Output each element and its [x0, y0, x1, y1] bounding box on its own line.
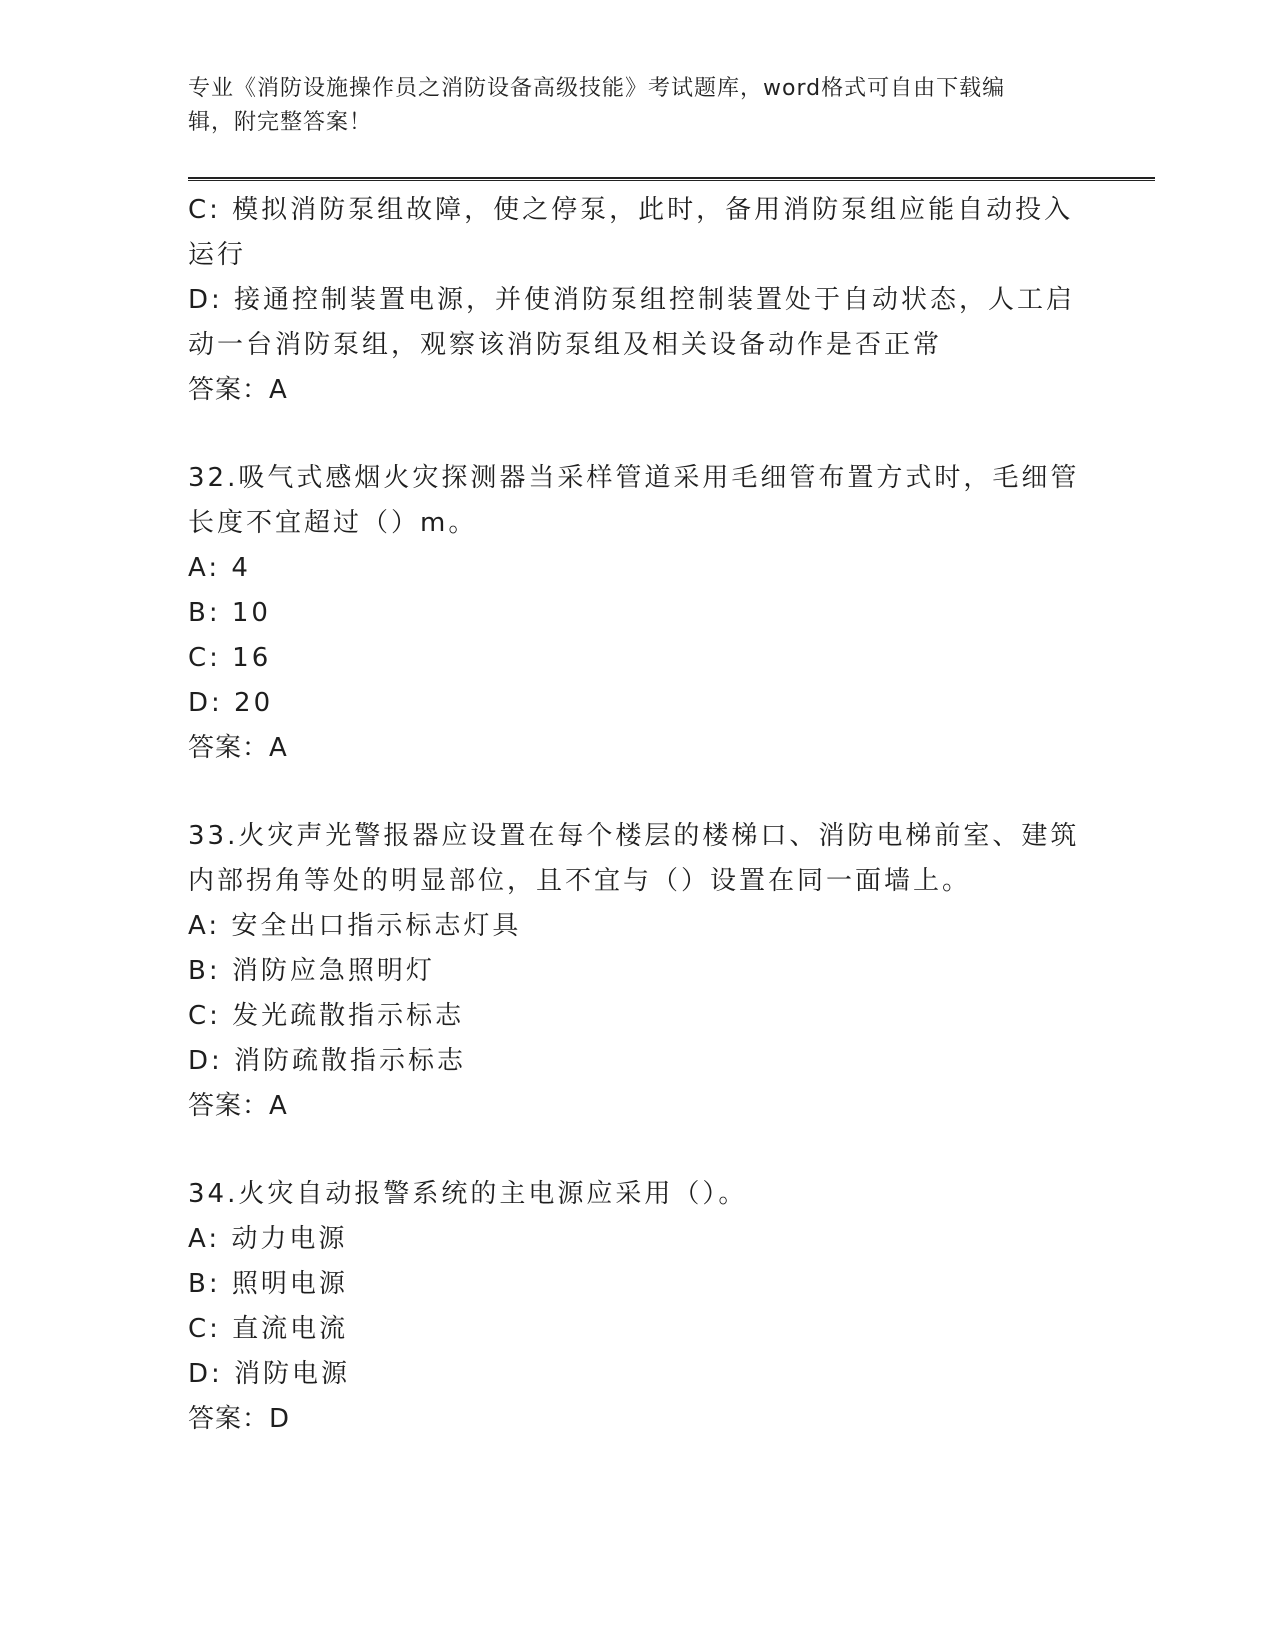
option-c: C: 发光疏散指示标志 — [188, 1001, 465, 1031]
answer-line: 答案：A — [188, 375, 288, 405]
spacer — [188, 1129, 1078, 1172]
option-line: D: 接通控制装置电源，并使消防泵组控制装置处于自动状态，人工启 — [188, 285, 1076, 315]
option-b: B: 10 — [188, 598, 271, 628]
option-b: B: 消防应急照明灯 — [188, 956, 435, 986]
header-line-1: 专业《消防设施操作员之消防设备高级技能》考试题库，word格式可自由下载编 — [188, 76, 1006, 101]
question-stem: 33.火灾声光警报器应设置在每个楼层的楼梯口、消防电梯前室、建筑 — [188, 821, 1080, 851]
spacer — [188, 771, 1078, 814]
question-34 — [188, 1172, 1078, 1442]
option-c: C: 直流电流 — [188, 1314, 349, 1344]
option-a: A: 动力电源 — [188, 1224, 348, 1254]
answer-line: 答案：D — [188, 1404, 291, 1434]
spacer — [188, 413, 1078, 456]
option-line: 运行 — [188, 240, 247, 270]
option-a: A: 4 — [188, 553, 251, 583]
option-b: B: 照明电源 — [188, 1269, 348, 1299]
option-d: D: 20 — [188, 688, 274, 718]
question-stem: 内部拐角等处的明显部位，且不宜与（）设置在同一面墙上。 — [188, 866, 972, 896]
option-line: 动一台消防泵组，观察该消防泵组及相关设备动作是否正常 — [188, 330, 943, 360]
question-stem: 34.火灾自动报警系统的主电源应采用（）。 — [188, 1179, 748, 1209]
option-c — [188, 188, 1078, 278]
option-d: D: 消防电源 — [188, 1359, 351, 1389]
answer-line: 答案：A — [188, 1091, 288, 1121]
question-stem: 32.吸气式感烟火灾探测器当采样管道采用毛细管布置方式时，毛细管 — [188, 463, 1080, 493]
option-a: A: 安全出口指示标志灯具 — [188, 911, 522, 941]
question-list — [188, 188, 1078, 1442]
option-c: C: 16 — [188, 643, 272, 673]
question-stem: 长度不宜超过（）m。 — [188, 508, 478, 538]
question-33 — [188, 814, 1078, 1129]
question-32 — [188, 456, 1078, 771]
question-31-continued — [188, 188, 1078, 413]
option-d: D: 消防疏散指示标志 — [188, 1046, 467, 1076]
option-d — [188, 278, 1078, 368]
header-line-2: 辑，附完整答案！ — [188, 110, 373, 135]
page-header — [188, 72, 1068, 140]
header-divider — [188, 177, 1155, 181]
option-line: C: 模拟消防泵组故障，使之停泵，此时，备用消防泵组应能自动投入 — [188, 195, 1074, 225]
answer-line: 答案：A — [188, 733, 288, 763]
